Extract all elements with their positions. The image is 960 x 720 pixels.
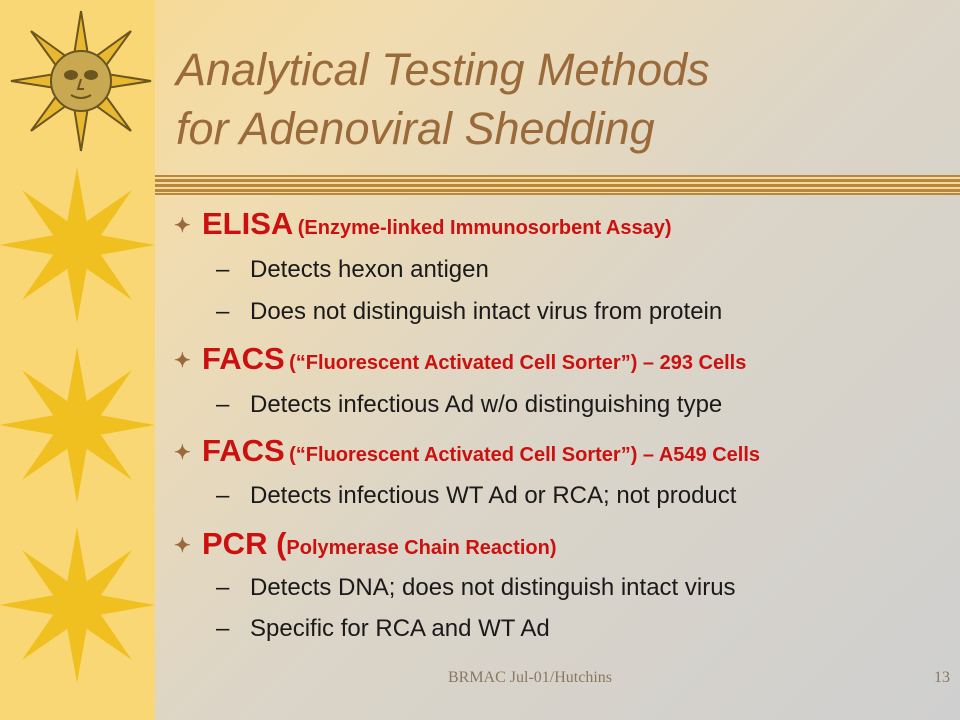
bullet-detail: (Enzyme-linked Immunosorbent Assay): [297, 217, 672, 239]
bullet-main: FACS: [202, 341, 285, 376]
star-bullet-icon: ✦: [174, 535, 191, 557]
sub-item: [216, 256, 489, 284]
sub-item-text: Detects hexon antigen: [250, 256, 489, 283]
bullet-detail: (“Fluorescent Activated Cell Sorter”) – 293 Cells: [289, 352, 747, 374]
bullet-elisa: [174, 206, 672, 242]
sub-item-text: Does not distinguish intact virus from protein: [250, 298, 723, 325]
title-divider: [155, 175, 960, 195]
footer-text: BRMAC Jul-01/Hutchins: [447, 669, 612, 686]
star-bullet-icon: ✦: [174, 442, 191, 464]
bullet-detail: (“Fluorescent Activated Cell Sorter”) – A549 Cells: [289, 444, 761, 466]
sun-icon: [0, 165, 155, 325]
bullet-main: PCR (: [202, 526, 287, 561]
sub-item: [216, 574, 736, 602]
sub-item: [216, 298, 722, 326]
sub-item: [216, 391, 722, 419]
sub-item-text: Detects DNA; does not distinguish intact virus: [250, 574, 736, 601]
sub-item-text: Detects infectious Ad w/o distinguishing type: [250, 391, 723, 418]
star-bullet-icon: ✦: [174, 215, 191, 237]
sub-item-text: Specific for RCA and WT Ad: [250, 615, 550, 642]
dash-marker: –: [216, 298, 230, 325]
bullet-detail: Polymerase Chain Reaction): [286, 537, 557, 559]
bullet-facs-293: [174, 341, 746, 377]
dash-marker: –: [216, 256, 230, 283]
sun-face-icon: [8, 8, 154, 154]
sun-icon: [0, 345, 155, 505]
sub-item-text: Detects infectious WT Ad or RCA; not product: [250, 482, 737, 509]
dash-marker: –: [216, 391, 230, 418]
slide-number: 13: [934, 669, 950, 686]
dash-marker: –: [216, 482, 230, 509]
sub-item: [216, 615, 550, 643]
sub-item: [216, 482, 736, 510]
dash-marker: –: [216, 574, 230, 601]
title-line-2: for Adenoviral Shedding: [176, 103, 655, 154]
dash-marker: –: [216, 615, 230, 642]
bullet-pcr: [174, 526, 556, 562]
slide-title: [176, 40, 936, 158]
sun-icon: [0, 525, 155, 685]
sidebar: [0, 0, 155, 720]
title-line-1: Analytical Testing Methods: [176, 44, 710, 95]
bullet-main: ELISA: [202, 206, 294, 241]
bullet-facs-a549: [174, 433, 760, 469]
bullet-main: FACS: [202, 433, 285, 468]
star-bullet-icon: ✦: [174, 350, 191, 372]
